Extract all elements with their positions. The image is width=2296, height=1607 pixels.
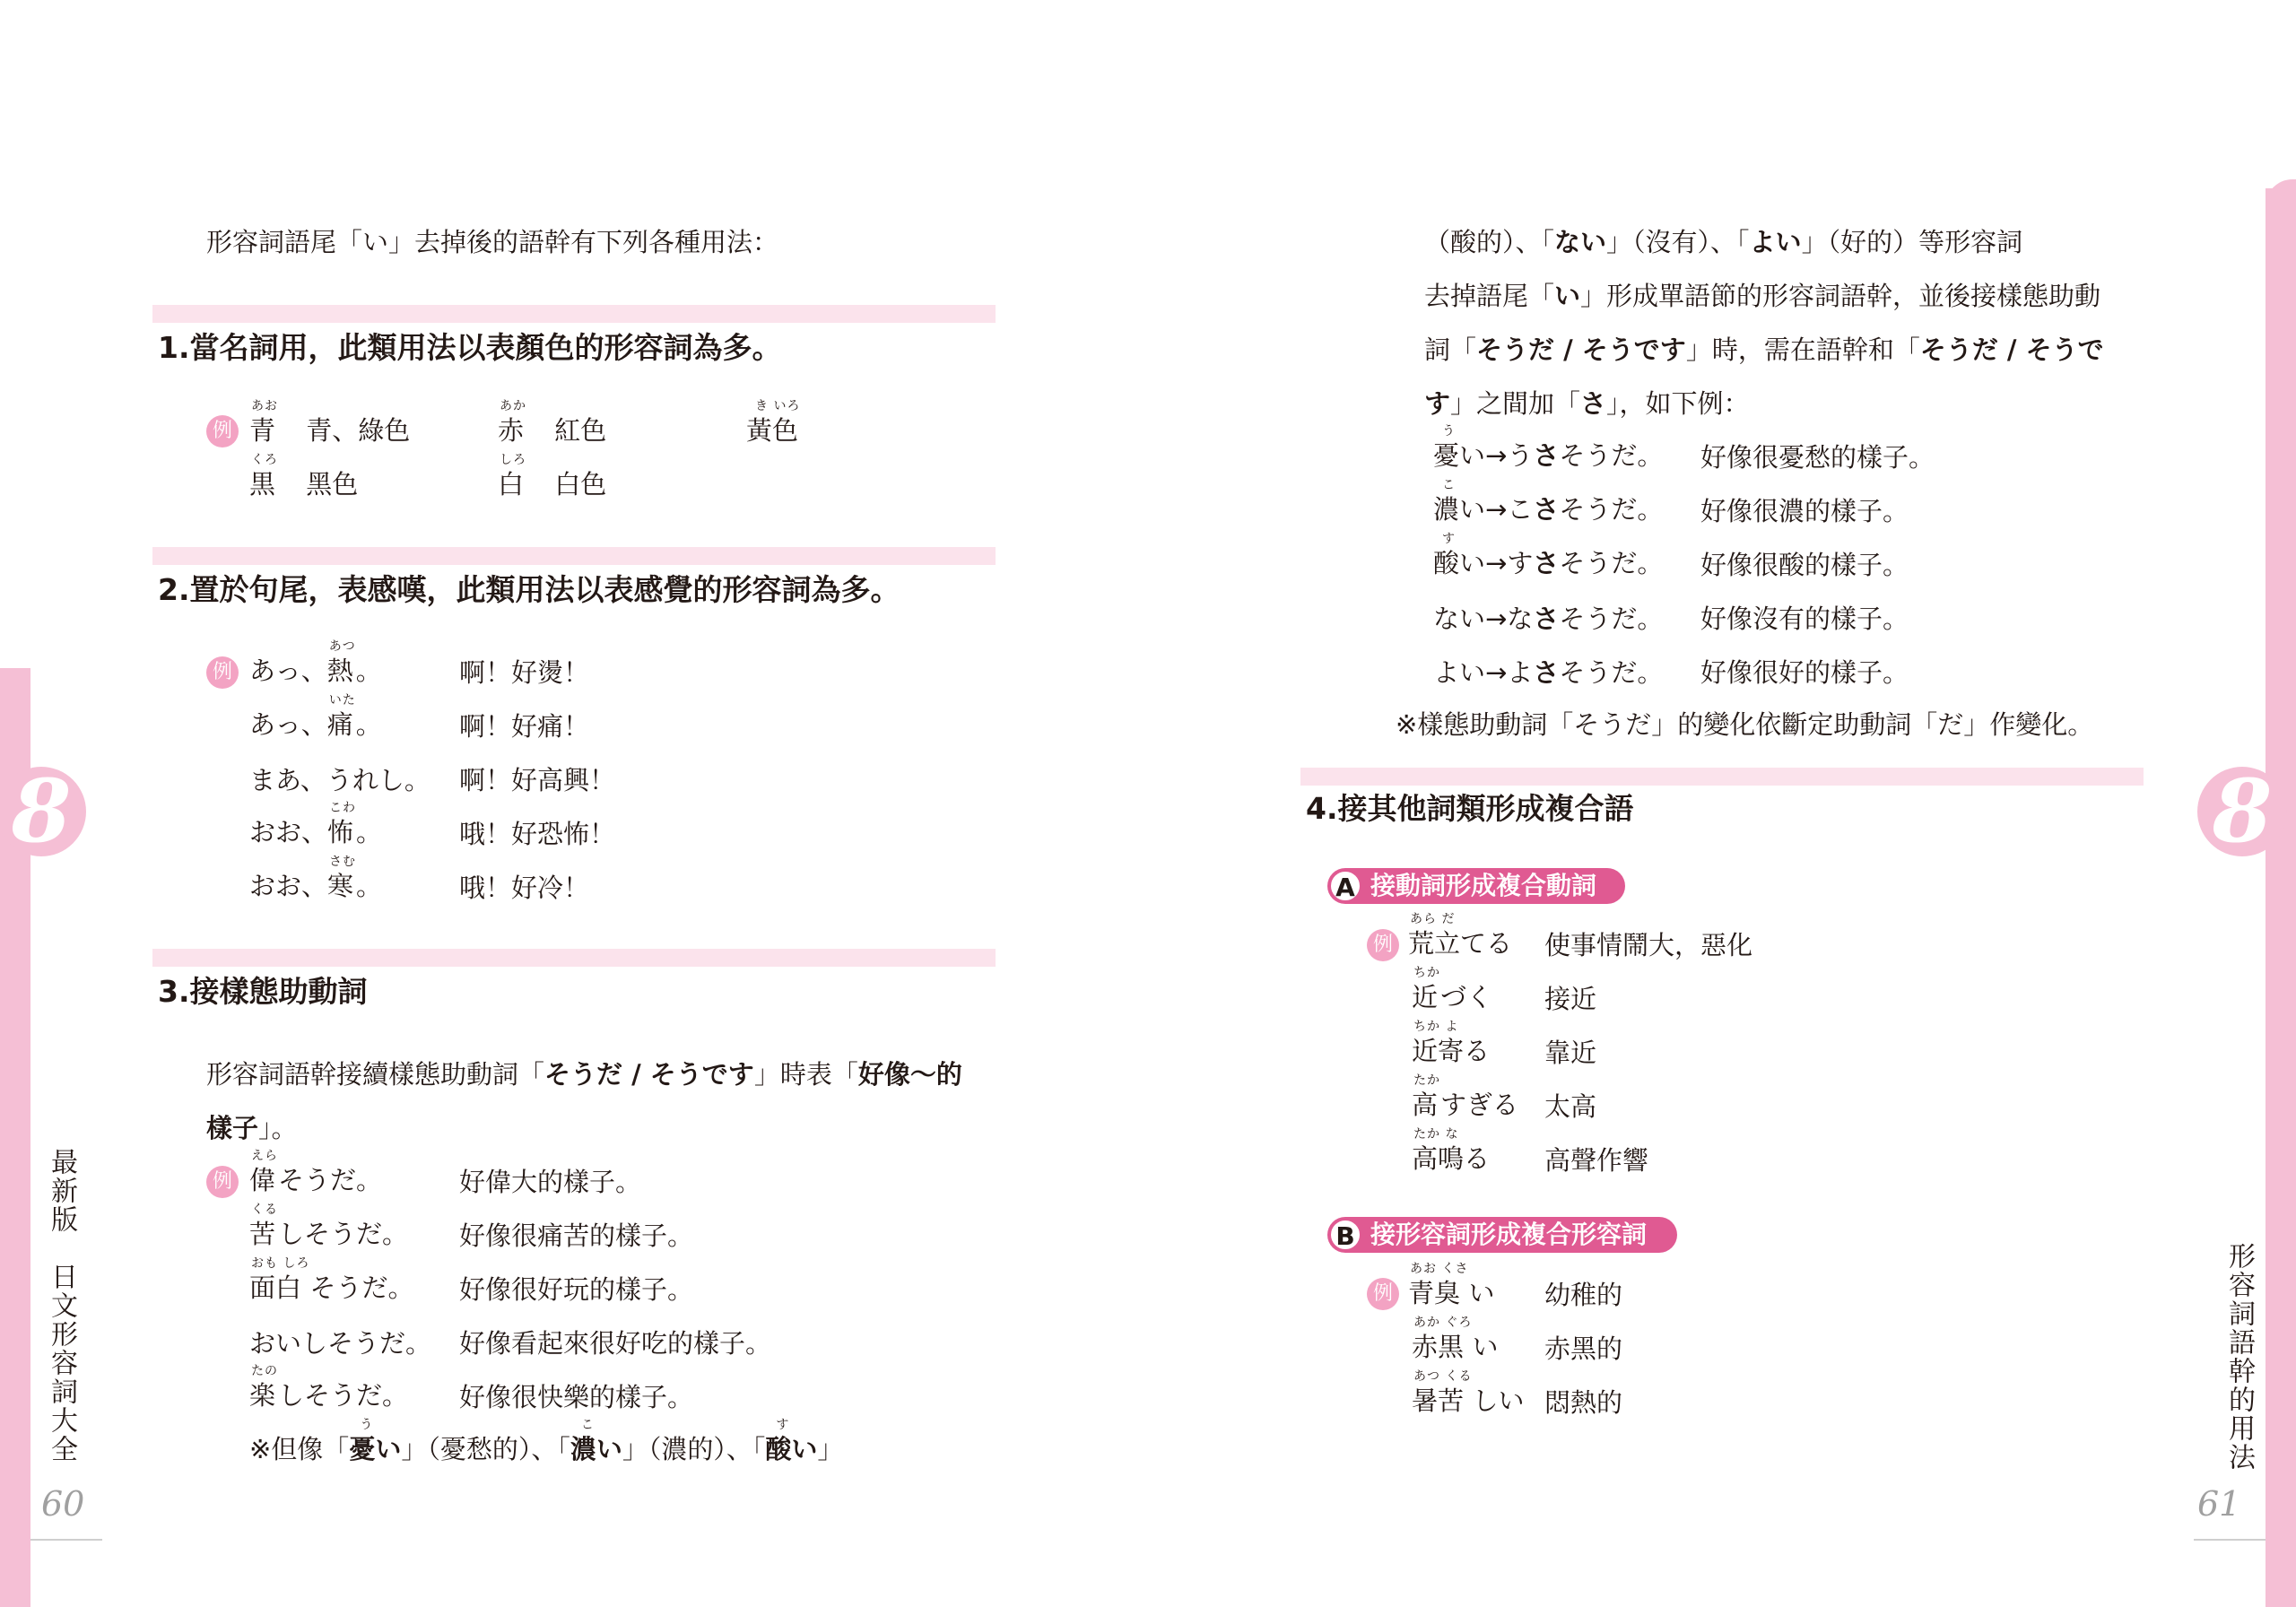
left-chapter-badge [0,760,86,862]
b-row: あお くさ 青臭 い [1408,1262,1495,1308]
a-row: ちか よ 近寄る [1412,1020,1491,1066]
s1-item: き いろ 黃色 [746,399,801,446]
sa-row: す 酸い→すさそうだ。 [1433,532,1664,578]
section3-bar [152,949,996,967]
s3-note: ※但像「 う 憂い」（憂愁的）、「 こ 濃い」（濃的）、「 す 酸い」 [249,1418,844,1464]
a-row: ちか 近 づく [1412,966,1493,1012]
section4-title: 4.接其他詞類形成複合語 [1306,791,1634,826]
sa-row: こ 濃い→こさそうだ。 [1433,478,1664,525]
right-side-title: 形容詞語幹的用法 [2223,1242,2255,1472]
cont-line3: 詞「そうだ / そうです」時，需在語幹和「そうだ / そうで [1424,334,2104,365]
subsection-b-pill [1327,1217,1677,1253]
a-row: たか な 高鳴る [1412,1127,1491,1174]
right-page-number: 61 [2197,1484,2241,1524]
subsection-b-label: 接形容詞形成複合形容詞 [1370,1220,1648,1249]
right-footer-rule [2194,1539,2266,1541]
right-side-rail [2266,188,2296,1607]
a-translation: 接近 [1544,984,1597,1014]
example-badge: 例 [1367,929,1399,961]
s2-row: まあ、うれし。 [249,765,430,795]
sa-translation: 好像很酸的樣子。 [1700,550,1909,580]
sa-translation: 好像很憂愁的樣子。 [1700,442,1935,473]
example-badge: 例 [206,1166,239,1198]
example-badge: 例 [1367,1278,1399,1310]
left-footer-rule [30,1539,102,1541]
section2-title: 2.置於句尾，表感嘆，此類用法以表感覺的形容詞為多。 [158,572,900,607]
note2: ※樣態助動詞「そうだ」的變化依斷定助動詞「だ」作變化。 [1396,709,2094,740]
cont-line2: 去掉語尾「い」形成單語節的形容詞語幹，並後接樣態助動 [1424,281,2101,311]
s3-row: たの 楽 しそうだ。 [249,1364,409,1411]
subsection-a-letter: A [1329,870,1361,902]
right-chapter-badge [2197,760,2287,862]
sa-translation: 好像很濃的樣子。 [1700,496,1909,526]
s2-row: おお、 さむ 寒 。 [249,855,383,901]
s2-row: おお、 こわ 怖 。 [249,801,383,847]
section2-bar [152,547,996,565]
cont-line4: す」之間加「さ」，如下例： [1424,388,1750,419]
a-row: あら だ 荒立てる [1408,912,1513,959]
s1-item: あか 赤 紅色 [498,399,607,446]
s3-row: くる 苦 しそうだ。 [249,1203,409,1249]
section3-title: 3.接樣態助動詞 [158,974,368,1009]
right-rail-cap [2266,179,2296,233]
sa-translation: 好像很好的樣子。 [1700,657,1909,688]
b-row: あつ くる 暑苦 しい [1412,1369,1525,1416]
a-translation: 靠近 [1544,1038,1597,1068]
s3-translation: 好像很快樂的樣子。 [459,1382,694,1412]
cont-line1: （酸的）、「ない」（沒有）、「よい」（好的）等形容詞 [1424,227,2023,257]
sa-translation: 好像沒有的樣子。 [1700,604,1909,634]
intro-text: 形容詞語尾「い」去掉後的語幹有下列各種用法： [206,227,779,257]
s2-row: あっ、 いた 痛 。 [249,693,382,740]
sa-row: よい→よさそうだ。 [1433,657,1664,688]
sa-row: ない→なさそうだ。 [1433,604,1664,634]
subsection-b-letter: B [1329,1219,1361,1251]
sa-row: う 憂い→うさそうだ。 [1433,424,1664,471]
section1-title: 1.當名詞用，此類用法以表顏色的形容詞為多。 [158,330,782,365]
s2-translation: 哦！好恐怖！ [459,819,616,849]
s2-row: あっ、 あつ 熱 。 [249,639,382,686]
s3-intro-line1: 形容詞語幹接續樣態助動詞「そうだ / そうです」時表「好像～的 [206,1059,962,1090]
s1-item: しろ 白 白色 [498,453,607,499]
left-page-number: 60 [41,1484,85,1524]
s2-translation: 啊！好燙！ [459,657,590,688]
a-translation: 高聲作響 [1544,1145,1649,1176]
s3-row: おいしそうだ。 [249,1328,432,1359]
a-row: たか 高 すぎる [1412,1073,1519,1120]
left-side-title: 最新版 日文形容詞大全 [46,1148,77,1464]
s3-translation: 好像看起來很好吃的樣子。 [459,1328,772,1359]
chapter-number: 8 [2212,760,2273,862]
s3-intro-line2: 樣子」。 [206,1113,298,1143]
s2-translation: 啊！好痛！ [459,711,590,742]
subsection-a-label: 接動詞形成複合動詞 [1370,871,1597,900]
s3-translation: 好像很痛苦的樣子。 [459,1220,694,1251]
s3-row: えら 偉 そうだ。 [249,1149,383,1195]
a-translation: 太高 [1544,1091,1597,1122]
section4-bar [1300,768,2144,786]
b-translation: 赤黑的 [1544,1333,1623,1364]
subsection-a-pill [1327,868,1625,904]
b-translation: 幼稚的 [1544,1280,1623,1310]
b-translation: 悶熱的 [1544,1387,1623,1418]
s2-translation: 哦！好冷！ [459,873,590,903]
section1-bar [152,305,996,323]
s1-item: くろ 黒 黑色 [249,453,359,499]
s1-item: あお 青 青、綠色 [249,399,411,446]
b-row: あか ぐろ 赤黒 い [1412,1316,1499,1362]
s3-row: おも しろ 面白 そうだ。 [249,1256,414,1303]
example-badge: 例 [206,415,239,447]
s3-translation: 好像很好玩的樣子。 [459,1274,694,1305]
s3-translation: 好偉大的樣子。 [459,1167,642,1197]
chapter-number: 8 [11,760,72,862]
example-badge: 例 [206,656,239,689]
s2-translation: 啊！好高興！ [459,765,616,795]
a-translation: 使事情鬧大，惡化 [1544,930,1753,960]
